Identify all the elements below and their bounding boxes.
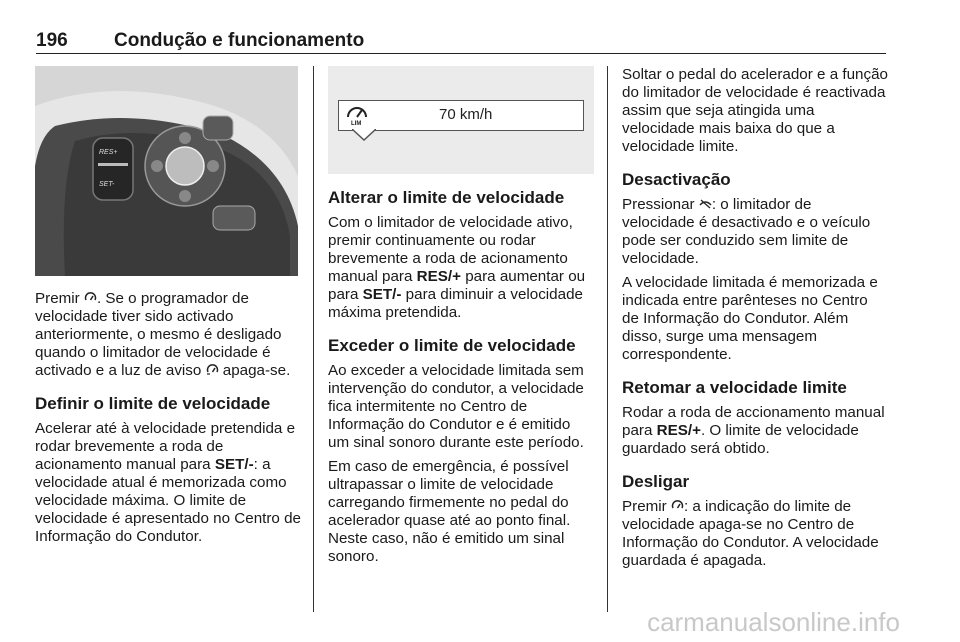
cruise-control-warning-icon [206,363,219,376]
paragraph-memorized: A velocidade limitada é memorizada e indicada entre parênteses no Centro de Informação do Condutor. Além disso, surge uma mensagem correspondente. [622,274,878,363]
heading-exceed-limit: Exceder o limite de velocidade [328,336,576,355]
set-label: SET- [99,181,115,188]
speed-value: 70 km/h [439,106,493,123]
paragraph-switch-off: Premir : a indicação do limite de velocidade apaga-se no Centro de Informação do Condutor. A velocidade guardada é apagada. [622,498,879,569]
column-2 [328,188,594,572]
header-rule [36,53,886,54]
paragraph-define-limit: Acelerar até à velocidade pretendida e rodar brevemente a roda de acionamento manual para SET/-: a velocidade atual é memorizada como velocidade máxima. O limite de velocidade é apresentado no Centro de Informação do Condutor. [35,420,301,545]
heading-resume: Retomar a velocidade limite [622,378,847,397]
speed-limiter-icon [671,499,684,512]
heading-switch-off: Desligar [622,472,690,491]
column-3 [622,66,888,576]
speed-limiter-icon [84,291,97,304]
steering-wheel-controls-figure [35,66,298,276]
paragraph-deactivate: Pressionar : o limitador de velocidade é desactivado e o veículo pode ser conduzido sem limite de velocidade. [622,196,871,267]
limiter-off-icon [699,197,712,210]
res-label: RES+ [99,149,118,156]
paragraph-release-pedal: Soltar o pedal do acelerador e a função do limitador de velocidade é reactivada assim que seja atingida uma velocidade mais baixa do que a velocidade limite. [622,66,888,155]
lcd-panel [338,100,584,131]
heading-change-limit: Alterar o limite de velocidade [328,188,565,207]
lcd-pointer [352,129,376,141]
column-divider-2 [607,66,608,612]
speed-limiter-icon [345,104,371,126]
paragraph-resume: Rodar a roda de accionamento manual para RES/+. O limite de velocidade guardado será obtido. [622,404,885,457]
column-divider-1 [313,66,314,612]
page-title: Condução e funcionamento [114,30,365,51]
paragraph-press-button: Premir . Se o programador de velocidade tiver sido activado anteriormente, o mesmo é desligado quando o limitador de velocidade é activado e a luz de aviso apaga-se. [35,290,291,379]
paragraph-exceed-limit: Ao exceder a velocidade limitada sem intervenção do condutor, a velocidade fica intermitente no Centro de Informação do Condutor e é emitido um sinal sonoro durante este período. [328,362,584,451]
heading-deactivate: Desactivação [622,170,731,189]
heading-define-limit: Definir o limite de velocidade [35,394,271,413]
watermark: carmanualsonline.info [647,607,900,637]
paragraph-change-limit: Com o limitador de velocidade ativo, premir continuamente ou rodar brevemente a roda de acionamento manual para RES/+ para aumentar ou para SET/- para diminuir a velocidade máxima pretendida. [328,214,586,321]
page-number: 196 [36,30,68,51]
column-1 [35,290,301,552]
lim-label: LIM [351,121,362,126]
paragraph-emergency: Em caso de emergência, é possível ultrapassar o limite de velocidade carregando firmemente no pedal do acelerador quase até ao ponto final. Neste caso, não é emitido um sinal sonoro. [328,458,571,565]
speed-limiter-display-figure [328,66,594,174]
